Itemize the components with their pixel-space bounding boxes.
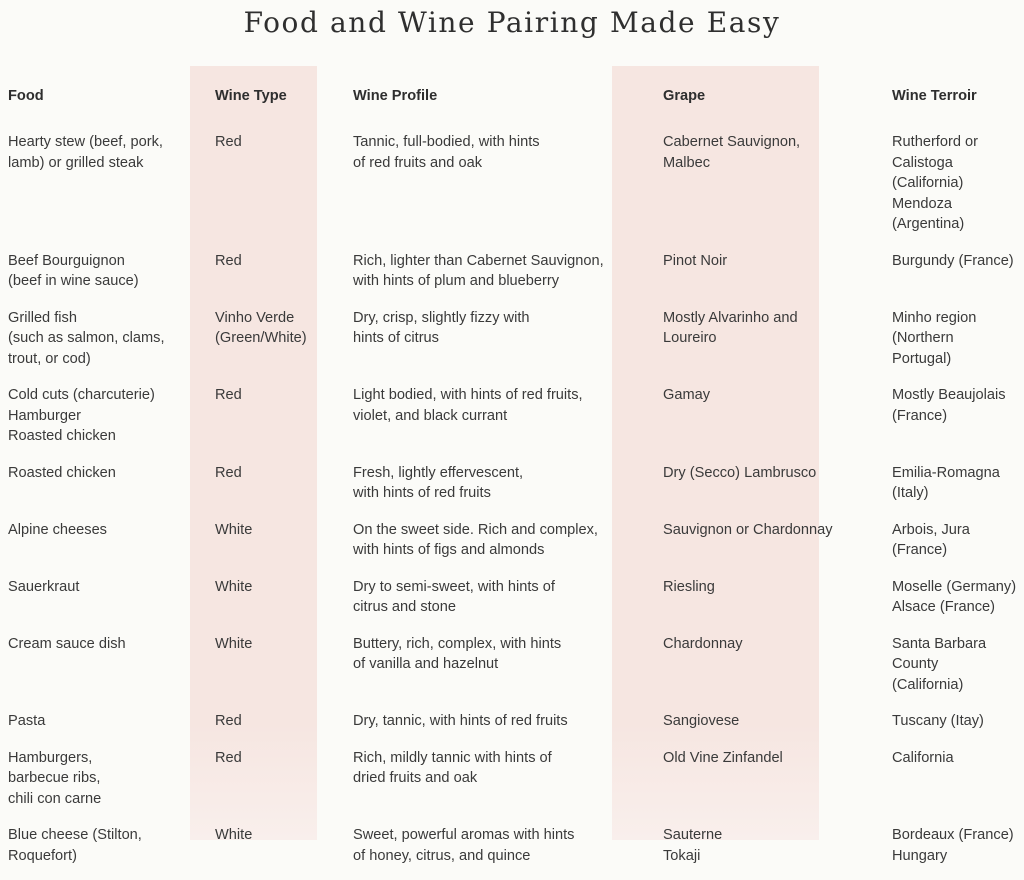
cell-line: with hints of plum and blueberry xyxy=(353,273,560,289)
header-wine-type: Wine Type xyxy=(215,88,287,104)
table-row xyxy=(0,746,1024,824)
cell-line: Dry (Secco) Lambrusco xyxy=(663,464,817,481)
cell-line: Gamay xyxy=(663,387,711,403)
cell-line: Alpine cheeses xyxy=(8,521,107,538)
cell-line: Sauvignon or Chardonnay xyxy=(663,521,833,538)
cell-line: Cream sauce dish xyxy=(8,635,126,652)
table-row xyxy=(0,709,1024,746)
cell-line: Bordeaux (France) xyxy=(892,827,1014,843)
wine-terroir-cell xyxy=(870,823,1024,880)
cell-line: Rutherford or xyxy=(892,134,978,150)
food-cell xyxy=(0,709,198,746)
header-wine-terroir: Wine Terroir xyxy=(892,88,977,104)
grape-cell xyxy=(648,130,870,249)
cell-line: violet, and black currant xyxy=(353,407,508,424)
cell-line: Blue cheese (Stilton, xyxy=(8,827,142,843)
cell-line: Moselle (Germany) xyxy=(892,578,1017,595)
grape-cell xyxy=(648,306,870,384)
cell-line: White xyxy=(215,521,253,538)
wine-profile-cell xyxy=(342,823,648,880)
cell-line: of honey, citrus, and quince xyxy=(353,847,531,864)
cell-line: Red xyxy=(215,134,242,150)
wine-type-cell xyxy=(198,575,342,632)
cell-line: Roasted chicken xyxy=(8,464,116,481)
cell-line: Riesling xyxy=(663,578,715,595)
cell-line: Hamburger xyxy=(8,407,81,424)
cell-line: Mostly Alvarinho and xyxy=(663,309,798,326)
wine-profile-cell xyxy=(342,575,648,632)
cell-line: Alsace (France) xyxy=(892,599,995,615)
grape-cell xyxy=(648,709,870,746)
cell-line: Dry, crisp, slightly fizzy with xyxy=(353,309,530,326)
wine-profile-cell xyxy=(342,746,648,824)
grape-cell xyxy=(648,383,870,461)
cell-line: Roasted chicken xyxy=(8,428,116,444)
wine-terroir-cell xyxy=(870,709,1024,746)
cell-line: White xyxy=(215,827,253,843)
cell-line: with hints of red fruits xyxy=(353,485,491,501)
grape-cell xyxy=(648,823,870,880)
cell-line: Calistoga (California) xyxy=(892,154,964,191)
wine-terroir-cell xyxy=(870,306,1024,384)
cell-line: dried fruits and oak xyxy=(353,770,478,786)
cell-line: with hints of figs and almonds xyxy=(353,542,545,558)
wine-type-cell xyxy=(198,383,342,461)
wine-profile-cell xyxy=(342,461,648,518)
cell-line: (Green/White) xyxy=(215,330,307,346)
wine-type-cell xyxy=(198,130,342,249)
cell-line: Dry to semi-sweet, with hints of xyxy=(353,578,555,595)
cell-line: hints of citrus xyxy=(353,330,439,346)
cell-line: White xyxy=(215,578,253,595)
table-row xyxy=(0,461,1024,518)
wine-terroir-cell xyxy=(870,461,1024,518)
cell-line: Red xyxy=(215,387,242,403)
cell-line: Pinot Noir xyxy=(663,252,728,269)
food-cell xyxy=(0,130,198,249)
cell-line: Old Vine Zinfandel xyxy=(663,749,783,766)
cell-line: Santa Barbara County xyxy=(892,635,987,672)
cell-line: Minho region (Northern xyxy=(892,309,977,346)
cell-line: Rich, lighter than Cabernet Sauvignon, xyxy=(353,252,604,269)
cell-line: (California) xyxy=(892,676,964,693)
wine-terroir-cell xyxy=(870,249,1024,306)
cell-line: trout, or cod) xyxy=(8,350,91,367)
grape-cell xyxy=(648,632,870,710)
cell-line: Hungary xyxy=(892,847,948,864)
cell-line: Emilia-Romagna (Italy) xyxy=(892,464,1000,501)
cell-line: Burgundy (France) xyxy=(892,252,1014,269)
cell-line: Rich, mildly tannic with hints of xyxy=(353,749,552,766)
cell-line: lamb) or grilled steak xyxy=(8,154,144,171)
wine-type-cell xyxy=(198,518,342,575)
grape-cell xyxy=(648,518,870,575)
wine-profile-cell xyxy=(342,306,648,384)
cell-line: (such as salmon, clams, xyxy=(8,330,165,346)
food-cell xyxy=(0,575,198,632)
wine-type-cell xyxy=(198,746,342,824)
wine-type-cell xyxy=(198,306,342,384)
cell-line: Roquefort) xyxy=(8,847,77,864)
cell-line: Red xyxy=(215,252,242,269)
cell-line: Sweet, powerful aromas with hints xyxy=(353,827,575,843)
cell-line: Red xyxy=(215,713,242,729)
wine-type-cell xyxy=(198,823,342,880)
cell-line: chili con carne xyxy=(8,790,102,807)
cell-line: California xyxy=(892,749,954,766)
cell-line: Cabernet Sauvignon, xyxy=(663,134,801,150)
wine-terroir-cell xyxy=(870,575,1024,632)
cell-line: Chardonnay xyxy=(663,635,743,652)
cell-line: Mostly Beaujolais (France) xyxy=(892,387,1006,424)
cell-line: Red xyxy=(215,749,242,766)
food-cell xyxy=(0,518,198,575)
grape-cell xyxy=(648,249,870,306)
grape-cell xyxy=(648,575,870,632)
cell-line: On the sweet side. Rich and complex, xyxy=(353,521,598,538)
cell-line: Fresh, lightly effervescent, xyxy=(353,464,524,481)
cell-line: Beef Bourguignon xyxy=(8,252,125,269)
wine-profile-cell xyxy=(342,632,648,710)
table-row xyxy=(0,249,1024,306)
header-food: Food xyxy=(8,88,44,104)
food-cell xyxy=(0,823,198,880)
food-cell xyxy=(0,632,198,710)
cell-line: Sangiovese xyxy=(663,713,740,729)
cell-line: Red xyxy=(215,464,242,481)
table-header-row xyxy=(0,80,1024,130)
wine-type-cell xyxy=(198,709,342,746)
pairing-table xyxy=(0,80,1024,880)
cell-line: Hearty stew (beef, pork, xyxy=(8,134,163,150)
cell-line: Grilled fish xyxy=(8,309,77,326)
wine-type-cell xyxy=(198,632,342,710)
food-cell xyxy=(0,306,198,384)
cell-line: Portugal) xyxy=(892,350,952,367)
cell-line: of red fruits and oak xyxy=(353,154,482,171)
cell-line: Buttery, rich, complex, with hints xyxy=(353,635,562,652)
wine-terroir-cell xyxy=(870,518,1024,575)
wine-terroir-cell xyxy=(870,383,1024,461)
wine-type-cell xyxy=(198,461,342,518)
table-row xyxy=(0,518,1024,575)
cell-line: Tannic, full-bodied, with hints xyxy=(353,134,540,150)
cell-line: Hamburgers, xyxy=(8,749,93,766)
wine-terroir-cell xyxy=(870,746,1024,824)
table-row xyxy=(0,823,1024,880)
food-cell xyxy=(0,461,198,518)
grape-cell xyxy=(648,461,870,518)
cell-line: (beef in wine sauce) xyxy=(8,273,139,289)
cell-line: Vinho Verde xyxy=(215,309,295,326)
cell-line: Tokaji xyxy=(663,847,701,864)
wine-profile-cell xyxy=(342,709,648,746)
grape-cell xyxy=(648,746,870,824)
wine-profile-cell xyxy=(342,249,648,306)
table-row xyxy=(0,575,1024,632)
header-grape: Grape xyxy=(663,88,706,104)
wine-terroir-cell xyxy=(870,632,1024,710)
food-cell xyxy=(0,746,198,824)
cell-line: citrus and stone xyxy=(353,599,457,615)
wine-profile-cell xyxy=(342,130,648,249)
cell-line: of vanilla and hazelnut xyxy=(353,656,499,672)
header-wine-profile: Wine Profile xyxy=(353,88,438,104)
cell-line: White xyxy=(215,635,253,652)
food-cell xyxy=(0,249,198,306)
cell-line: Sauterne xyxy=(663,827,723,843)
table-row xyxy=(0,130,1024,249)
wine-profile-cell xyxy=(342,383,648,461)
cell-line: Pasta xyxy=(8,713,46,729)
page-title: Food and Wine Pairing Made Easy xyxy=(243,6,781,39)
wine-terroir-cell xyxy=(870,130,1024,249)
table-body xyxy=(0,130,1024,880)
cell-line: Cold cuts (charcuterie) xyxy=(8,387,155,403)
cell-line: Sauerkraut xyxy=(8,578,80,595)
cell-line: barbecue ribs, xyxy=(8,770,101,786)
cell-line: Loureiro xyxy=(663,330,717,346)
cell-line: Light bodied, with hints of red fruits, xyxy=(353,387,583,403)
cell-line: Malbec xyxy=(663,154,711,171)
food-cell xyxy=(0,383,198,461)
wine-type-cell xyxy=(198,249,342,306)
wine-profile-cell xyxy=(342,518,648,575)
cell-line: Tuscany (Itay) xyxy=(892,713,984,729)
table-row xyxy=(0,383,1024,461)
table-row xyxy=(0,632,1024,710)
cell-line: Mendoza (Argentina) xyxy=(892,195,965,232)
table-row xyxy=(0,306,1024,384)
cell-line: Arbois, Jura (France) xyxy=(892,521,970,558)
cell-line: Dry, tannic, with hints of red fruits xyxy=(353,713,568,729)
